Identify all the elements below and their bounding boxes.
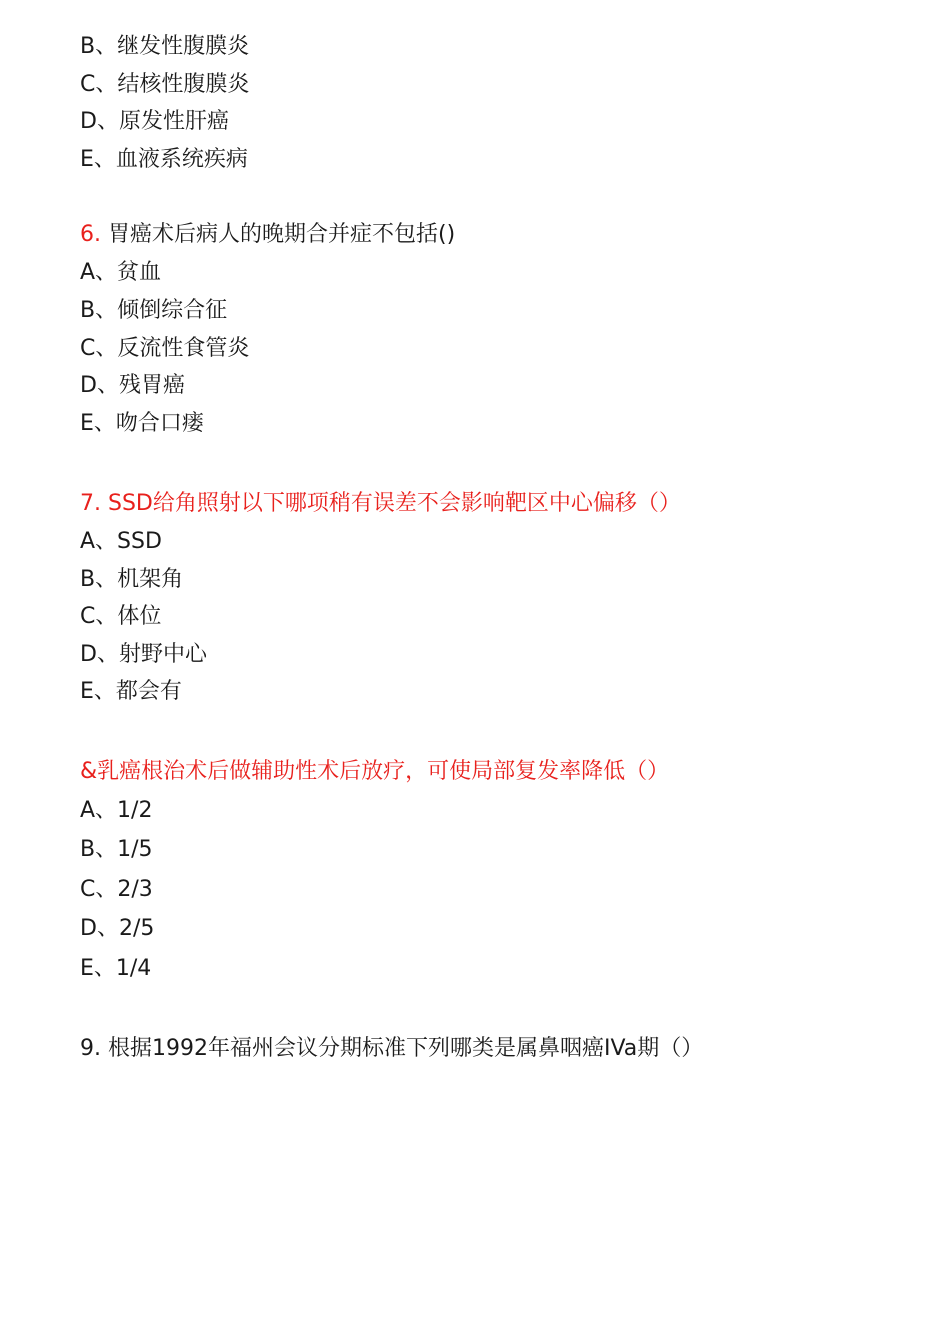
option-d: D、射野中心 bbox=[80, 642, 207, 667]
question-7: 7. SSD给角照射以下哪项稍有误差不会影响靶区中心偏移（） bbox=[80, 491, 681, 516]
option-d: D、2/5 bbox=[80, 916, 155, 941]
question-6-number: 6. bbox=[80, 222, 101, 247]
option-a: A、1/2 bbox=[80, 798, 153, 823]
question-8: &乳癌根治术后做辅助性术后放疗，可使局部复发率降低（） bbox=[80, 759, 670, 784]
option-c: C、2/3 bbox=[80, 877, 153, 902]
question-6 bbox=[80, 221, 455, 249]
question-9: 9. 根据1992年福州会议分期标准下列哪类是属鼻咽癌IVa期（） bbox=[80, 1036, 704, 1061]
option-d: D、残胃癌 bbox=[80, 373, 185, 398]
option-a: A、贫血 bbox=[80, 260, 162, 285]
option-c: C、体位 bbox=[80, 604, 162, 629]
option-b: B、机架角 bbox=[80, 567, 184, 592]
option-c: C、反流性食管炎 bbox=[80, 336, 250, 361]
option-a: A、SSD bbox=[80, 529, 162, 554]
option-e: E、1/4 bbox=[80, 956, 152, 981]
question-6-text: 胃癌术后病人的晚期合并症不包括() bbox=[108, 222, 456, 247]
option-b: B、倾倒综合征 bbox=[80, 298, 228, 323]
option-b: B、继发性腹膜炎 bbox=[80, 34, 250, 59]
option-c: C、结核性腹膜炎 bbox=[80, 72, 250, 97]
option-d: D、原发性肝癌 bbox=[80, 109, 229, 134]
option-b: B、1/5 bbox=[80, 837, 153, 862]
option-e: E、吻合口瘘 bbox=[80, 411, 204, 436]
option-e: E、都会有 bbox=[80, 679, 182, 704]
option-e: E、血液系统疾病 bbox=[80, 147, 248, 172]
